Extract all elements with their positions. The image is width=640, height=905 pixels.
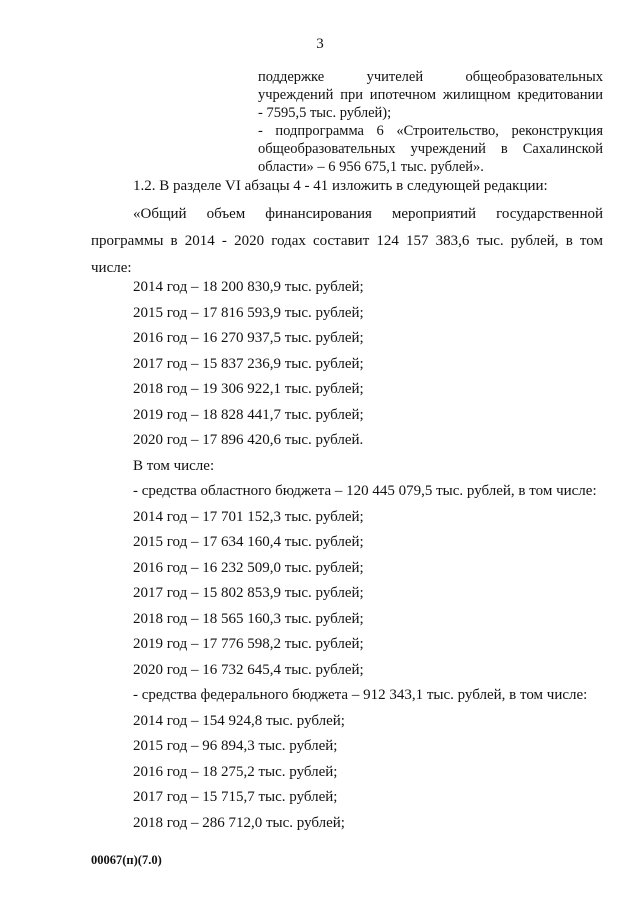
funding-list: [133, 275, 597, 836]
funding-line: 2018 год – 286 712,0 тыс. рублей;: [133, 814, 345, 831]
funding-line: 2017 год – 15 715,7 тыс. рублей;: [133, 789, 338, 805]
funding-line: 2016 год – 16 270 937,5 тыс. рублей;: [133, 330, 364, 346]
intro-line: «Общий объем финансирования мероприятий государственной: [133, 206, 603, 222]
funding-line: 2018 год – 18 565 160,3 тыс. рублей;: [133, 610, 364, 627]
funding-line: 2016 год – 18 275,2 тыс. рублей;: [133, 763, 338, 780]
funding-line: 2020 год – 17 896 420,6 тыс. рублей.: [133, 432, 364, 448]
regional-budget-line: - средства областного бюджета – 120 445 079,5 тыс. рублей, в том числе:: [133, 483, 597, 499]
continuation-line: учреждений при ипотечном жилищном кредитовании: [258, 87, 603, 103]
continuation-line: - подпрограмма 6 «Строительство, реконструкция: [258, 123, 603, 139]
continuation-line: - 7595,5 тыс. рублей);: [258, 105, 392, 121]
funding-line: 2017 год – 15 802 853,9 тыс. рублей;: [133, 585, 364, 601]
subheading-line: В том числе:: [133, 457, 215, 474]
continuation-line: области» – 6 956 675,1 тыс. рублей».: [258, 159, 484, 175]
funding-line: 2014 год – 17 701 152,3 тыс. рублей;: [133, 508, 364, 525]
intro-line: числе:: [91, 260, 132, 276]
section-heading: 1.2. В разделе VI абзацы 4 - 41 изложить в следующей редакции:: [133, 178, 548, 194]
federal-budget-line: - средства федерального бюджета – 912 343,1 тыс. рублей, в том числе:: [133, 687, 588, 703]
intro-line: программы в 2014 - 2020 годах составит 124 157 383,6 тыс. рублей, в том: [91, 233, 603, 249]
funding-line: 2016 год – 16 232 509,0 тыс. рублей;: [133, 559, 364, 576]
funding-line: 2015 год – 17 816 593,9 тыс. рублей;: [133, 304, 364, 321]
funding-line: 2015 год – 17 634 160,4 тыс. рублей;: [133, 534, 364, 550]
funding-line: 2015 год – 96 894,3 тыс. рублей;: [133, 738, 338, 754]
document-code: 00067(п)(7.0): [91, 853, 162, 867]
continuation-line: поддержке учителей общеобразовательных: [258, 69, 603, 85]
funding-line: 2017 год – 15 837 236,9 тыс. рублей;: [133, 355, 364, 372]
continuation-line: общеобразовательных учреждений в Сахалинской: [258, 141, 603, 157]
intro-paragraph: [91, 201, 603, 282]
funding-line: 2019 год – 17 776 598,2 тыс. рублей;: [133, 636, 364, 652]
continuation-text: [258, 68, 603, 176]
funding-line: 2014 год – 154 924,8 тыс. рублей;: [133, 712, 345, 729]
funding-line: 2019 год – 18 828 441,7 тыс. рублей;: [133, 406, 364, 423]
page-number: 3: [316, 36, 324, 52]
funding-line: 2020 год – 16 732 645,4 тыс. рублей;: [133, 661, 364, 678]
funding-line: 2014 год – 18 200 830,9 тыс. рублей;: [133, 279, 364, 295]
funding-line: 2018 год – 19 306 922,1 тыс. рублей;: [133, 381, 364, 397]
